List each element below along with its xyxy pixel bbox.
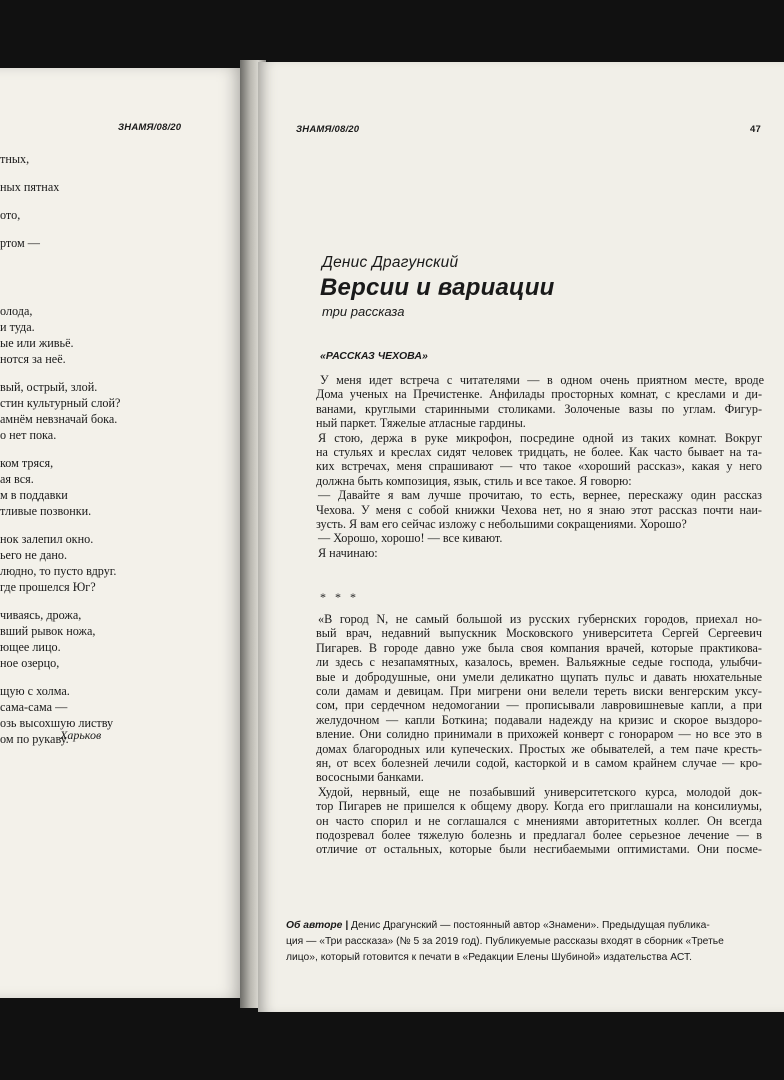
- body-line: вый врач, недавний выпускник Московского университета Сергей Сергеевич: [316, 626, 762, 641]
- about-author-line: ция — «Три рассказа» (№ 5 за 2019 год). Публикуемые рассказы входят в сборник «Третье: [286, 936, 724, 947]
- body-line: зусть. Я вам его сейчас изложу с небольшими сокращениями. Хорошо?: [316, 517, 687, 531]
- body-line: Худой, нервный, еще не позабывший университетского курса, молодой док-: [318, 784, 762, 799]
- page-number: 47: [750, 124, 761, 135]
- poem-line: ьего не дано.: [0, 548, 68, 562]
- article-author: Денис Драгунский: [322, 254, 459, 271]
- body-line: вососными банками.: [316, 770, 424, 785]
- poem-line: чиваясь, дрожа,: [0, 608, 82, 622]
- body-line: подозревал более тяжелую болезнь и предлагал более серьезное лечение — в: [316, 828, 762, 842]
- left-page: [0, 68, 245, 998]
- body-line: желудочном — капли Боткина; подавали надежду на кризис и скорое выздоро-: [316, 712, 762, 727]
- poem-line: озь высохшую листву: [0, 716, 114, 730]
- right-page: [258, 62, 784, 1012]
- section-title: «РАССКАЗ ЧЕХОВА»: [320, 350, 428, 362]
- poem-line: ком тряся,: [0, 456, 54, 470]
- body-line: Я начинаю:: [318, 545, 378, 560]
- about-author-line: [286, 918, 764, 934]
- poem-line: и туда.: [0, 320, 35, 334]
- body-line: ли здесь с незапамятных, казалось, времен. Вальяжные седые господа, улыбчи-: [316, 655, 762, 670]
- body-line: ванами, круглыми старинными столиками. Золоченые вазы по углам. Фигур-: [316, 401, 762, 416]
- body-line: ян, от всех болезней лечили содой, касторкой и в самом крайнем случае — кро-: [316, 756, 762, 770]
- body-line: — Давайте я вам лучше прочитаю, то есть, вернее, перескажу один рассказ: [318, 488, 762, 503]
- body-line: сом, при сердечном недомогании — прописывали лавровишневые капли, а при: [316, 698, 762, 713]
- body-line: «В город N, не самый большой из русских губернских городов, приехал но-: [318, 612, 762, 626]
- poem-city: Харьков: [60, 728, 102, 742]
- body-line: отличие от остальных, которые были несгибаемыми оптимистами. Они посме-: [316, 842, 762, 857]
- poem-line: стин культурный слой?: [0, 396, 121, 410]
- poem-line: нок залепил окно.: [0, 532, 94, 546]
- body-line: вление. Они солидно принимали в прихожей конверт с гонораром — но все это в: [316, 727, 762, 742]
- poem-line: сама-сама —: [0, 700, 68, 714]
- body-line: Чехова. У меня с собой книжки Чехова нет, но я знаю этот рассказ почти наи-: [316, 502, 762, 517]
- body-line: он часто спорил и не соглашался с мнениями авторитетных коллег. Он всегда: [316, 813, 762, 828]
- body-line: Я стою, держа в руке микрофон, посредине одной из таких комнат. Вокруг: [318, 430, 762, 445]
- poem-line: ртом —: [0, 236, 40, 250]
- body-line: должна быть композиция, язык, стиль и все такое. Я говорю:: [316, 473, 632, 488]
- poem-line: амнём невзначай бока.: [0, 412, 118, 426]
- poem-line: ных пятнах: [0, 180, 60, 194]
- article-title: Версии и вариации: [320, 274, 555, 301]
- poem-line: ющее лицо.: [0, 640, 61, 654]
- about-author-label: Об авторе |: [286, 920, 349, 931]
- body-line: домах благородных или купеческих. Простых же обывателей, а тем паче кресть-: [316, 741, 762, 756]
- poem-line: ное озерцо,: [0, 656, 60, 670]
- body-line: Дома ученых на Пречистенке. Анфилады просторных комнат, с креслами и ди-: [316, 387, 762, 402]
- poem-line: м в поддавки: [0, 488, 68, 502]
- body-line: У меня идет встреча с читателями — в одном очень приятном месте, вроде: [320, 373, 764, 387]
- body-line: ный паркет. Тяжелые атласные гардины.: [316, 416, 526, 431]
- bleed-through-text: [288, 132, 776, 242]
- poem-line: олода,: [0, 304, 33, 318]
- section-divider: * * *: [320, 590, 359, 604]
- poem-line: где прошелся Юг?: [0, 580, 96, 594]
- body-line: вые и добродушные, они умели деликатно щупать пульс и давать нюхательные: [316, 669, 762, 684]
- about-author-text: Денис Драгунский — постоянный автор «Знамени». Предыдущая публика-: [348, 920, 710, 931]
- body-line: тор Пигарев не пришелся к общему двору. Когда его приглашали на консилиумы,: [316, 799, 762, 814]
- poem-line: вший рывок ножа,: [0, 624, 96, 638]
- right-page-header: ЗНАМЯ/08/20: [296, 124, 360, 135]
- poem-line: тных,: [0, 152, 30, 166]
- poem-line: тливые позвонки.: [0, 504, 92, 518]
- poem-line: ом по рукаву.: [0, 732, 69, 746]
- poem-line: вый, острый, злой.: [0, 380, 98, 394]
- poem-line: ото,: [0, 208, 21, 222]
- body-line: соли дамам и девицам. При мигрени они велели тереть виски венгерским уксу-: [316, 684, 762, 698]
- poem-line: щую с холма.: [0, 684, 70, 698]
- body-line: — Хорошо, хорошо! — все кивают.: [318, 531, 503, 546]
- body-line: ких встречах, меня спрашивают — что такое «хороший рассказ», какая у него: [316, 459, 762, 474]
- poem-line: ые или живьё.: [0, 336, 74, 350]
- about-author-line: лицо», который готовится к печати в «Редакции Елены Шубиной» издательства АСТ.: [286, 952, 692, 963]
- poem-line: людно, то пусто вдруг.: [0, 564, 117, 578]
- article-subtitle: три рассказа: [322, 304, 405, 319]
- poem-line: о нет пока.: [0, 428, 57, 442]
- poem-line: ая вся.: [0, 472, 34, 486]
- body-line: на стульях и креслах сидят человек тридцать, не более. Как часто бывает на та-: [316, 445, 762, 459]
- left-page-header: ЗНАМЯ/08/20: [118, 122, 182, 133]
- body-line: Пигарев. В городе давно уже была своя компания врачей, которые практикова-: [316, 640, 762, 655]
- poem-line: нотся за неё.: [0, 352, 66, 366]
